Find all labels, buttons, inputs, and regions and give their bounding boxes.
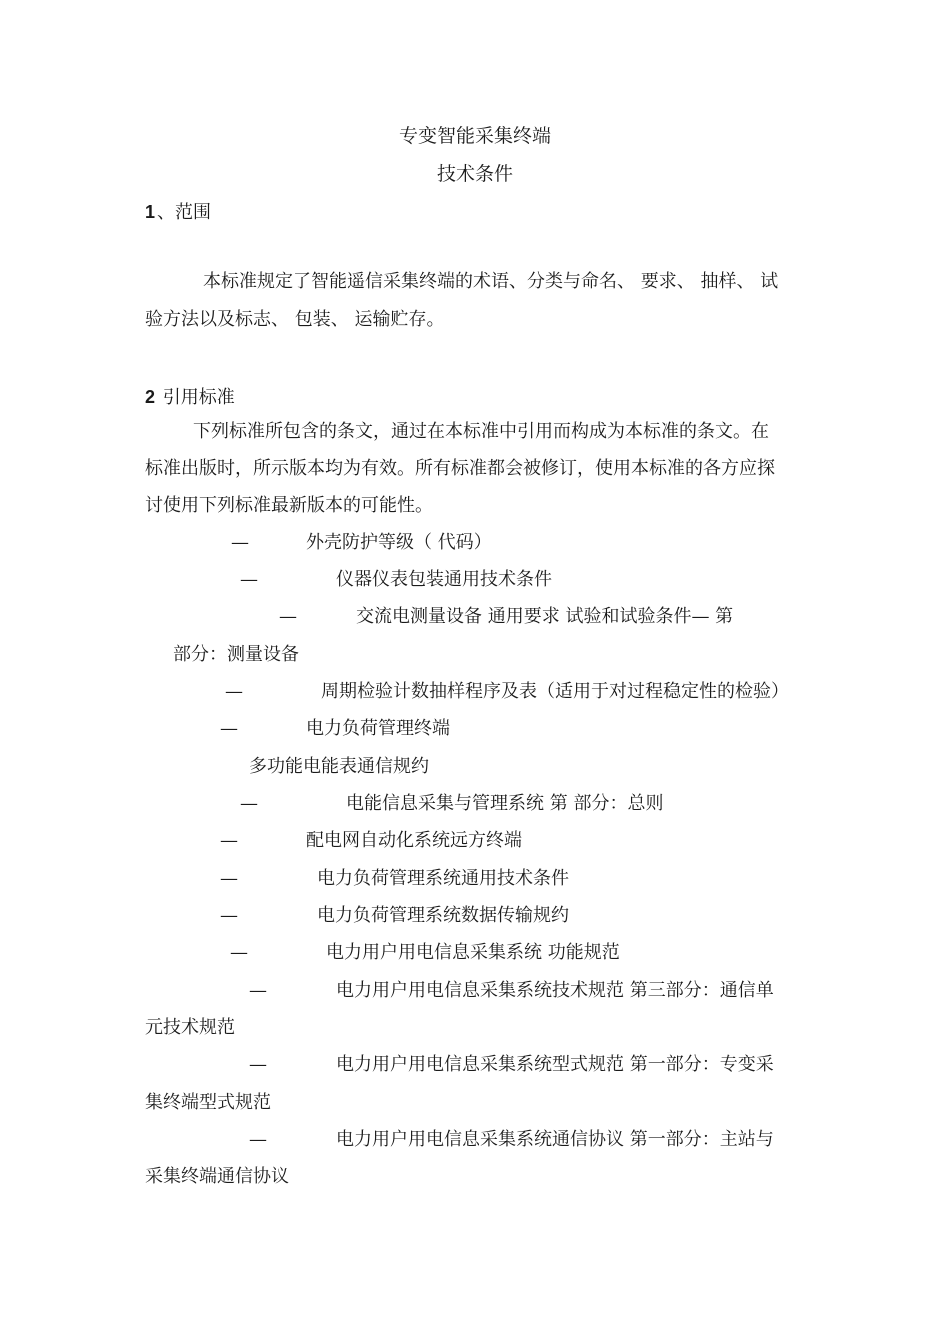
reference-item: 电能信息采集与管理系统 第 部分：总则: [346, 793, 664, 814]
section-2-paragraph-line-1: 下列标准所包含的条文，通过在本标准中引用而构成为本标准的条文。在: [193, 421, 769, 442]
reference-item: 电力用户用电信息采集系统 功能规范: [326, 942, 620, 963]
reference-dash: —: [240, 793, 258, 814]
reference-dash: —: [230, 942, 248, 963]
reference-dash: —: [249, 1129, 267, 1150]
reference-dash: —: [220, 718, 238, 739]
section-2-title: 引用标准: [162, 387, 235, 408]
section-1-number: 1: [145, 202, 156, 222]
reference-item: 电力用户用电信息采集系统技术规范 第三部分：通信单: [336, 980, 774, 1001]
reference-item: 电力用户用电信息采集系统通信协议 第一部分：主站与: [336, 1129, 774, 1150]
reference-item: 电力负荷管理系统通用技术条件: [317, 868, 569, 889]
reference-dash: —: [231, 532, 249, 553]
reference-dash: —: [220, 868, 238, 889]
reference-item-continued: 部分：测量设备: [173, 644, 299, 665]
section-1-title: 、范围: [157, 202, 212, 223]
reference-dash: —: [225, 681, 243, 702]
reference-dash: —: [249, 980, 267, 1001]
doc-subtitle: 技术条件: [436, 163, 513, 185]
reference-dash: —: [249, 1054, 267, 1075]
section-1-paragraph-line-1: 本标准规定了智能遥信采集终端的术语、分类与命名、 要求、 抽样、 试: [203, 271, 779, 292]
reference-item: 仪器仪表包装通用技术条件: [336, 569, 552, 590]
section-1-heading: [145, 198, 211, 224]
reference-dash: —: [220, 905, 238, 926]
reference-item-continued: 采集终端通信协议: [145, 1166, 289, 1187]
reference-item: 配电网自动化系统远方终端: [306, 830, 522, 851]
reference-item: 多功能电能表通信规约: [249, 756, 429, 777]
section-1-paragraph-line-2: 验方法以及标志、 包装、 运输贮存。: [145, 309, 445, 330]
reference-dash: —: [220, 830, 238, 851]
reference-item: 外壳防护等级（ 代码）: [306, 532, 492, 553]
reference-dash: —: [240, 569, 258, 590]
section-2-paragraph-line-3: 讨使用下列标准最新版本的可能性。: [145, 495, 433, 516]
section-2-number: 2: [145, 387, 156, 407]
reference-item-continued: 集终端型式规范: [145, 1092, 271, 1113]
reference-item: 周期检验计数抽样程序及表（适用于对过程稳定性的检验）: [321, 681, 789, 702]
reference-dash: —: [279, 606, 297, 627]
section-2-paragraph-line-2: 标准出版时，所示版本均为有效。所有标准都会被修订，使用本标准的各方应探: [145, 458, 775, 479]
reference-item: 电力负荷管理系统数据传输规约: [317, 905, 569, 926]
reference-item: 电力用户用电信息采集系统型式规范 第一部分：专变采: [336, 1054, 774, 1075]
reference-item: 电力负荷管理终端: [306, 718, 450, 739]
section-2-heading: [145, 383, 235, 409]
reference-item-continued: 元技术规范: [145, 1017, 235, 1038]
doc-title: 专变智能采集终端: [398, 125, 551, 147]
reference-item: 交流电测量设备 通用要求 试验和试验条件— 第: [356, 606, 734, 627]
